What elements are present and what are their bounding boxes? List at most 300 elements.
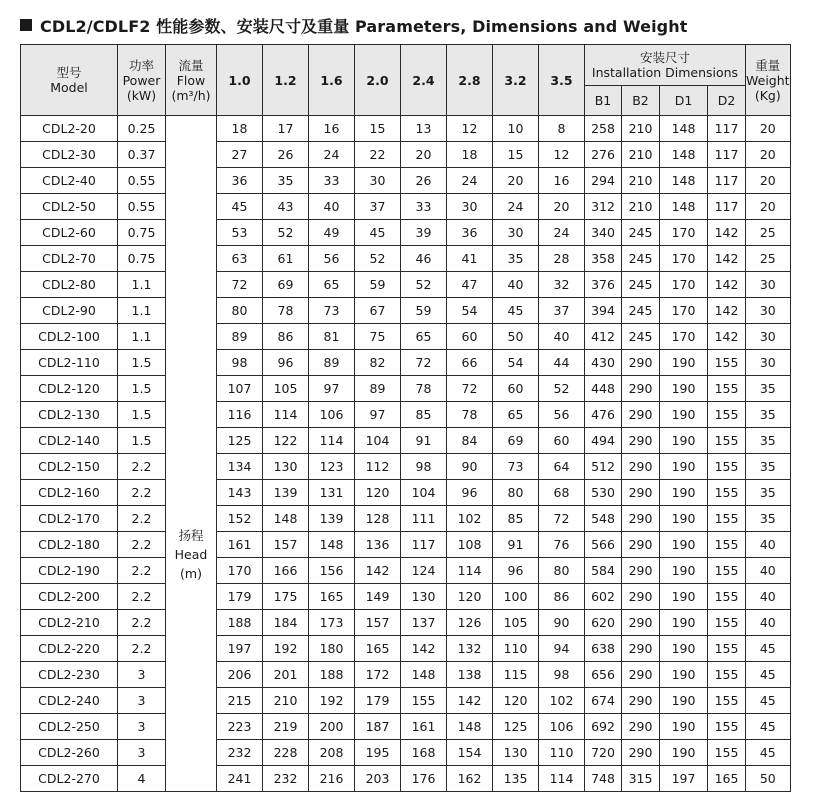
dimension-cell: 210 — [622, 116, 660, 142]
head-value-cell: 108 — [447, 532, 493, 558]
head-value-cell: 52 — [539, 376, 585, 402]
dimension-cell: 165 — [708, 766, 746, 792]
model-cell: CDL2-80 — [21, 272, 118, 298]
head-value-cell: 24 — [309, 142, 355, 168]
header-weight: 重量 Weight (Kg) — [746, 45, 791, 116]
head-value-cell: 104 — [355, 428, 401, 454]
head-value-cell: 54 — [493, 350, 539, 376]
dimension-cell: 190 — [660, 558, 708, 584]
model-cell: CDL2-260 — [21, 740, 118, 766]
head-value-cell: 52 — [401, 272, 447, 298]
section-title-text: CDL2/CDLF2 性能参数、安装尺寸及重量 Parameters, Dimensions and Weight — [40, 16, 688, 36]
head-value-cell: 73 — [309, 298, 355, 324]
head-value-cell: 116 — [217, 402, 263, 428]
head-value-cell: 85 — [493, 506, 539, 532]
table-row — [21, 740, 791, 766]
head-value-cell: 173 — [309, 610, 355, 636]
head-value-cell: 125 — [493, 714, 539, 740]
dimension-cell: 340 — [585, 220, 622, 246]
head-value-cell: 35 — [263, 168, 309, 194]
dimension-cell: 290 — [622, 350, 660, 376]
header-d1: D1 — [660, 86, 708, 116]
dimension-cell: 155 — [708, 350, 746, 376]
dimension-cell: 258 — [585, 116, 622, 142]
head-value-cell: 132 — [447, 636, 493, 662]
weight-cell: 40 — [746, 532, 791, 558]
dimension-cell: 312 — [585, 194, 622, 220]
head-value-cell: 157 — [355, 610, 401, 636]
power-cell: 1.5 — [118, 428, 166, 454]
head-value-cell: 157 — [263, 532, 309, 558]
head-label-line: 扬程 — [178, 528, 204, 543]
head-value-cell: 148 — [263, 506, 309, 532]
head-value-cell: 78 — [263, 298, 309, 324]
dimension-cell: 155 — [708, 506, 746, 532]
head-value-cell: 172 — [355, 662, 401, 688]
head-value-cell: 135 — [493, 766, 539, 792]
dimension-cell: 290 — [622, 636, 660, 662]
head-value-cell: 102 — [447, 506, 493, 532]
head-label-cell — [166, 116, 217, 792]
head-value-cell: 241 — [217, 766, 263, 792]
head-label-line: (m) — [180, 566, 202, 581]
dimension-cell: 170 — [660, 324, 708, 350]
head-value-cell: 100 — [493, 584, 539, 610]
dimension-cell: 190 — [660, 506, 708, 532]
dimension-cell: 148 — [660, 194, 708, 220]
weight-cell: 35 — [746, 376, 791, 402]
weight-cell: 35 — [746, 428, 791, 454]
head-value-cell: 130 — [493, 740, 539, 766]
head-value-cell: 30 — [355, 168, 401, 194]
dimension-cell: 117 — [708, 194, 746, 220]
power-cell: 1.1 — [118, 298, 166, 324]
head-value-cell: 45 — [217, 194, 263, 220]
dimension-cell: 290 — [622, 740, 660, 766]
dimension-cell: 290 — [622, 480, 660, 506]
head-value-cell: 210 — [263, 688, 309, 714]
weight-cell: 30 — [746, 324, 791, 350]
head-value-cell: 85 — [401, 402, 447, 428]
dimension-cell: 142 — [708, 272, 746, 298]
head-value-cell: 114 — [263, 402, 309, 428]
head-value-cell: 44 — [539, 350, 585, 376]
head-value-cell: 10 — [493, 116, 539, 142]
head-value-cell: 18 — [447, 142, 493, 168]
head-value-cell: 104 — [401, 480, 447, 506]
power-cell: 3 — [118, 740, 166, 766]
head-value-cell: 120 — [355, 480, 401, 506]
weight-cell: 20 — [746, 194, 791, 220]
head-value-cell: 117 — [401, 532, 447, 558]
head-value-cell: 69 — [263, 272, 309, 298]
head-value-cell: 24 — [447, 168, 493, 194]
head-value-cell: 168 — [401, 740, 447, 766]
table-row — [21, 194, 791, 220]
head-value-cell: 142 — [401, 636, 447, 662]
header-flow: 流量 Flow (m³/h) — [166, 45, 217, 116]
head-value-cell: 32 — [539, 272, 585, 298]
head-value-cell: 37 — [355, 194, 401, 220]
weight-cell: 45 — [746, 714, 791, 740]
head-value-cell: 96 — [447, 480, 493, 506]
head-value-cell: 162 — [447, 766, 493, 792]
dimension-cell: 674 — [585, 688, 622, 714]
head-value-cell: 203 — [355, 766, 401, 792]
head-value-cell: 81 — [309, 324, 355, 350]
head-value-cell: 122 — [263, 428, 309, 454]
head-value-cell: 52 — [355, 246, 401, 272]
dimension-cell: 155 — [708, 402, 746, 428]
dimension-cell: 155 — [708, 376, 746, 402]
head-value-cell: 192 — [263, 636, 309, 662]
head-value-cell: 15 — [493, 142, 539, 168]
head-value-cell: 206 — [217, 662, 263, 688]
head-value-cell: 223 — [217, 714, 263, 740]
dimension-cell: 584 — [585, 558, 622, 584]
head-value-cell: 106 — [309, 402, 355, 428]
dimension-cell: 155 — [708, 610, 746, 636]
model-cell: CDL2-50 — [21, 194, 118, 220]
head-value-cell: 33 — [309, 168, 355, 194]
model-cell: CDL2-230 — [21, 662, 118, 688]
dimension-cell: 412 — [585, 324, 622, 350]
head-value-cell: 8 — [539, 116, 585, 142]
head-value-cell: 165 — [355, 636, 401, 662]
dimension-cell: 290 — [622, 454, 660, 480]
head-value-cell: 166 — [263, 558, 309, 584]
head-value-cell: 72 — [447, 376, 493, 402]
parameters-table — [20, 44, 791, 792]
header-installation-dimensions: 安装尺寸 Installation Dimensions — [585, 45, 746, 86]
head-value-cell: 96 — [263, 350, 309, 376]
dimension-cell: 620 — [585, 610, 622, 636]
head-value-cell: 45 — [493, 298, 539, 324]
model-cell: CDL2-70 — [21, 246, 118, 272]
head-value-cell: 179 — [217, 584, 263, 610]
weight-cell: 45 — [746, 636, 791, 662]
head-value-cell: 115 — [493, 662, 539, 688]
weight-cell: 20 — [746, 168, 791, 194]
header-flow-value: 2.0 — [355, 45, 401, 116]
head-value-cell: 80 — [539, 558, 585, 584]
head-value-cell: 60 — [447, 324, 493, 350]
power-cell: 0.37 — [118, 142, 166, 168]
head-value-cell: 200 — [309, 714, 355, 740]
dimension-cell: 245 — [622, 272, 660, 298]
head-value-cell: 125 — [217, 428, 263, 454]
dimension-cell: 142 — [708, 298, 746, 324]
head-value-cell: 27 — [217, 142, 263, 168]
weight-cell: 40 — [746, 584, 791, 610]
weight-cell: 30 — [746, 350, 791, 376]
head-value-cell: 67 — [355, 298, 401, 324]
table-row — [21, 376, 791, 402]
head-value-cell: 111 — [401, 506, 447, 532]
head-value-cell: 155 — [401, 688, 447, 714]
power-cell: 1.1 — [118, 272, 166, 298]
head-value-cell: 179 — [355, 688, 401, 714]
dimension-cell: 376 — [585, 272, 622, 298]
model-cell: CDL2-20 — [21, 116, 118, 142]
head-value-cell: 219 — [263, 714, 309, 740]
head-value-cell: 72 — [539, 506, 585, 532]
dimension-cell: 190 — [660, 688, 708, 714]
weight-cell: 25 — [746, 246, 791, 272]
head-value-cell: 120 — [493, 688, 539, 714]
model-cell: CDL2-40 — [21, 168, 118, 194]
table-row — [21, 428, 791, 454]
dimension-cell: 290 — [622, 506, 660, 532]
table-row — [21, 246, 791, 272]
model-cell: CDL2-180 — [21, 532, 118, 558]
header-flow-value: 2.4 — [401, 45, 447, 116]
table-row — [21, 688, 791, 714]
model-cell: CDL2-60 — [21, 220, 118, 246]
head-value-cell: 43 — [263, 194, 309, 220]
dimension-cell: 148 — [660, 116, 708, 142]
table-row — [21, 558, 791, 584]
head-value-cell: 184 — [263, 610, 309, 636]
header-flow-value: 1.2 — [263, 45, 309, 116]
dimension-cell: 692 — [585, 714, 622, 740]
power-cell: 3 — [118, 688, 166, 714]
table-row — [21, 272, 791, 298]
model-cell: CDL2-200 — [21, 584, 118, 610]
table-row — [21, 636, 791, 662]
head-value-cell: 180 — [309, 636, 355, 662]
model-cell: CDL2-160 — [21, 480, 118, 506]
dimension-cell: 276 — [585, 142, 622, 168]
dimension-cell: 720 — [585, 740, 622, 766]
header-flow-value: 3.5 — [539, 45, 585, 116]
head-value-cell: 86 — [539, 584, 585, 610]
dimension-cell: 190 — [660, 428, 708, 454]
head-value-cell: 120 — [447, 584, 493, 610]
head-value-cell: 40 — [493, 272, 539, 298]
head-value-cell: 61 — [263, 246, 309, 272]
head-value-cell: 69 — [493, 428, 539, 454]
head-value-cell: 107 — [217, 376, 263, 402]
dimension-cell: 190 — [660, 480, 708, 506]
head-value-cell: 232 — [263, 766, 309, 792]
model-cell: CDL2-210 — [21, 610, 118, 636]
weight-cell: 35 — [746, 480, 791, 506]
weight-cell: 30 — [746, 272, 791, 298]
power-cell: 4 — [118, 766, 166, 792]
head-value-cell: 170 — [217, 558, 263, 584]
power-cell: 0.55 — [118, 168, 166, 194]
model-cell: CDL2-90 — [21, 298, 118, 324]
head-value-cell: 59 — [401, 298, 447, 324]
dimension-cell: 197 — [660, 766, 708, 792]
head-value-cell: 112 — [355, 454, 401, 480]
head-value-cell: 65 — [493, 402, 539, 428]
dimension-cell: 190 — [660, 636, 708, 662]
model-cell: CDL2-220 — [21, 636, 118, 662]
head-value-cell: 131 — [309, 480, 355, 506]
head-value-cell: 139 — [263, 480, 309, 506]
head-value-cell: 47 — [447, 272, 493, 298]
head-value-cell: 148 — [309, 532, 355, 558]
head-value-cell: 130 — [263, 454, 309, 480]
power-cell: 0.75 — [118, 220, 166, 246]
head-value-cell: 76 — [539, 532, 585, 558]
dimension-cell: 430 — [585, 350, 622, 376]
dimension-cell: 155 — [708, 532, 746, 558]
head-value-cell: 30 — [447, 194, 493, 220]
dimension-cell: 448 — [585, 376, 622, 402]
head-value-cell: 12 — [447, 116, 493, 142]
head-value-cell: 91 — [493, 532, 539, 558]
head-value-cell: 20 — [401, 142, 447, 168]
head-value-cell: 90 — [447, 454, 493, 480]
dimension-cell: 210 — [622, 142, 660, 168]
head-value-cell: 73 — [493, 454, 539, 480]
head-value-cell: 24 — [539, 220, 585, 246]
head-value-cell: 148 — [401, 662, 447, 688]
power-cell: 0.75 — [118, 246, 166, 272]
head-value-cell: 40 — [539, 324, 585, 350]
dimension-cell: 155 — [708, 584, 746, 610]
dimension-cell: 548 — [585, 506, 622, 532]
power-cell: 1.5 — [118, 350, 166, 376]
head-value-cell: 82 — [355, 350, 401, 376]
power-cell: 2.2 — [118, 558, 166, 584]
head-value-cell: 97 — [309, 376, 355, 402]
head-value-cell: 96 — [493, 558, 539, 584]
head-value-cell: 78 — [447, 402, 493, 428]
head-value-cell: 110 — [539, 740, 585, 766]
head-value-cell: 175 — [263, 584, 309, 610]
dimension-cell: 512 — [585, 454, 622, 480]
head-value-cell: 52 — [263, 220, 309, 246]
dimension-cell: 155 — [708, 740, 746, 766]
head-value-cell: 53 — [217, 220, 263, 246]
dimension-cell: 290 — [622, 428, 660, 454]
head-value-cell: 128 — [355, 506, 401, 532]
head-value-cell: 22 — [355, 142, 401, 168]
head-value-cell: 197 — [217, 636, 263, 662]
power-cell: 2.2 — [118, 506, 166, 532]
table-row — [21, 610, 791, 636]
dimension-cell: 190 — [660, 532, 708, 558]
weight-cell: 20 — [746, 142, 791, 168]
header-d2: D2 — [708, 86, 746, 116]
dimension-cell: 170 — [660, 246, 708, 272]
dimension-cell: 155 — [708, 688, 746, 714]
model-cell: CDL2-120 — [21, 376, 118, 402]
head-value-cell: 20 — [493, 168, 539, 194]
dimension-cell: 290 — [622, 610, 660, 636]
head-value-cell: 188 — [217, 610, 263, 636]
head-value-cell: 86 — [263, 324, 309, 350]
table-row — [21, 454, 791, 480]
head-value-cell: 114 — [539, 766, 585, 792]
table-row — [21, 766, 791, 792]
head-value-cell: 208 — [309, 740, 355, 766]
head-value-cell: 16 — [539, 168, 585, 194]
head-value-cell: 105 — [263, 376, 309, 402]
head-value-cell: 12 — [539, 142, 585, 168]
head-value-cell: 75 — [355, 324, 401, 350]
head-value-cell: 114 — [447, 558, 493, 584]
head-value-cell: 106 — [539, 714, 585, 740]
head-value-cell: 149 — [355, 584, 401, 610]
dimension-cell: 142 — [708, 220, 746, 246]
section-title — [20, 13, 687, 37]
head-value-cell: 192 — [309, 688, 355, 714]
dimension-cell: 117 — [708, 142, 746, 168]
dimension-cell: 245 — [622, 220, 660, 246]
weight-cell: 35 — [746, 506, 791, 532]
dimension-cell: 155 — [708, 558, 746, 584]
dimension-cell: 476 — [585, 402, 622, 428]
head-value-cell: 50 — [493, 324, 539, 350]
dimension-cell: 170 — [660, 220, 708, 246]
dimension-cell: 142 — [708, 246, 746, 272]
table-row — [21, 298, 791, 324]
dimension-cell: 117 — [708, 116, 746, 142]
head-value-cell: 45 — [355, 220, 401, 246]
model-cell: CDL2-150 — [21, 454, 118, 480]
head-value-cell: 110 — [493, 636, 539, 662]
head-value-cell: 63 — [217, 246, 263, 272]
weight-cell: 35 — [746, 402, 791, 428]
weight-cell: 25 — [746, 220, 791, 246]
head-value-cell: 130 — [401, 584, 447, 610]
head-value-cell: 17 — [263, 116, 309, 142]
head-value-cell: 216 — [309, 766, 355, 792]
dimension-cell: 190 — [660, 376, 708, 402]
head-value-cell: 65 — [309, 272, 355, 298]
model-cell: CDL2-240 — [21, 688, 118, 714]
head-value-cell: 136 — [355, 532, 401, 558]
table-row — [21, 532, 791, 558]
head-value-cell: 138 — [447, 662, 493, 688]
head-value-cell: 26 — [263, 142, 309, 168]
head-value-cell: 46 — [401, 246, 447, 272]
weight-cell: 45 — [746, 688, 791, 714]
head-value-cell: 26 — [401, 168, 447, 194]
head-value-cell: 78 — [401, 376, 447, 402]
head-value-cell: 36 — [447, 220, 493, 246]
dimension-cell: 190 — [660, 714, 708, 740]
dimension-cell: 155 — [708, 480, 746, 506]
head-value-cell: 94 — [539, 636, 585, 662]
head-value-cell: 195 — [355, 740, 401, 766]
dimension-cell: 290 — [622, 532, 660, 558]
head-value-cell: 41 — [447, 246, 493, 272]
dimension-cell: 394 — [585, 298, 622, 324]
weight-cell: 30 — [746, 298, 791, 324]
head-value-cell: 154 — [447, 740, 493, 766]
head-value-cell: 89 — [355, 376, 401, 402]
head-value-cell: 33 — [401, 194, 447, 220]
head-value-cell: 97 — [355, 402, 401, 428]
head-value-cell: 139 — [309, 506, 355, 532]
dimension-cell: 117 — [708, 168, 746, 194]
dimension-cell: 566 — [585, 532, 622, 558]
dimension-cell: 170 — [660, 298, 708, 324]
table-row — [21, 662, 791, 688]
head-value-cell: 20 — [539, 194, 585, 220]
weight-cell: 40 — [746, 610, 791, 636]
head-value-cell: 24 — [493, 194, 539, 220]
table-row — [21, 350, 791, 376]
power-cell: 3 — [118, 714, 166, 740]
head-value-cell: 161 — [217, 532, 263, 558]
